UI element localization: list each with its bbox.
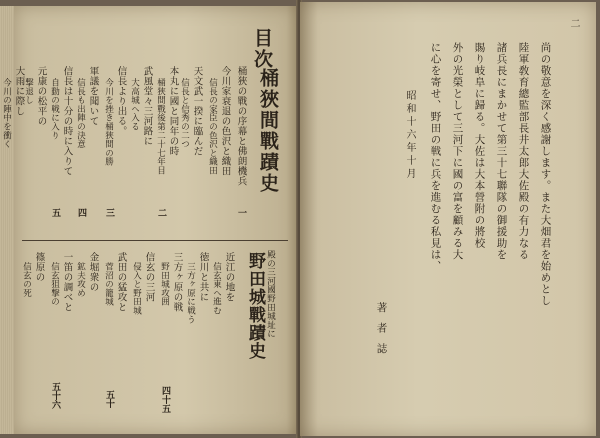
toc-page-number: 四 [76, 208, 86, 217]
toc-page-number: 五 [50, 208, 60, 217]
toc-subentry: 野田城攻囲 [159, 262, 170, 306]
toc-subentry: 信玄狙撃の [49, 262, 60, 306]
toc-subentry: 信長の家臣の色沢と織田 [207, 78, 218, 175]
toc-subentry: 信長も出陣の決意 [75, 78, 86, 149]
toc-subentry: 信玄東へ進む [211, 262, 222, 315]
toc-entry: 信玄の三河 [143, 252, 155, 302]
toc-subentry: 今川を挫き桶狹間の勝 [103, 78, 114, 166]
toc-subentry: 三方ヶ原に戦う [185, 262, 196, 324]
toc-page-number: 二 [156, 208, 166, 217]
toc-page-number: 三 [104, 208, 114, 217]
body-line: 賜り岐阜に歸る。大佐は大本營附の將校 [473, 42, 486, 249]
toc-entry: 近江の地を [223, 252, 235, 302]
body-line: 諸兵長にまかせて第三十七聯隊の御援助を [495, 42, 508, 261]
toc-subentry: 鉱夫攻め [75, 262, 86, 298]
toc-entry: 三方ヶ原の戦 [171, 252, 183, 312]
toc-entry: 篠原の [33, 252, 45, 282]
author-signature: 著者誌 [375, 302, 388, 364]
toc-entry: 信長は十分の時に入りて [61, 66, 73, 176]
toc-entry: 桶狹の戰の序幕と佛朗機兵 [235, 66, 247, 186]
toc-subentry: 大高城へ入る [129, 78, 140, 131]
toc-entry: 信長より出る。 [115, 66, 127, 136]
toc-entry: 本丸に國と同年の時 [167, 66, 179, 156]
toc-entry: 武田の猛攻と [115, 252, 127, 312]
section-intro: 殿の三河國野田城址に [265, 250, 276, 338]
toc-entry: 徳川と共に [197, 252, 209, 302]
toc-entry: 今川家衰退の色沢と織田 [219, 66, 231, 176]
toc-subentry: 信長と信秀の二つ [179, 78, 190, 149]
body-line: 尚の敬意を深く感謝します。また大畑君を始めとし [539, 42, 552, 307]
toc-page-number: 四十五 [160, 386, 170, 413]
toc-page-number: 五十六 [50, 382, 60, 409]
left-page [1, 6, 298, 434]
toc-title: 桶狹間戰蹟史 [257, 68, 279, 194]
right-page [300, 2, 596, 436]
toc-entry: 元康の松平の [35, 66, 47, 126]
toc-subentry: 今川の陣中を衝く [1, 78, 12, 149]
toc-subentry: 信玄の死 [21, 262, 32, 298]
toc-subentry: 自動の戦に入り [49, 78, 60, 140]
body-line: 陸軍敎育總監部長井太郎大佐殿の有力なる [517, 42, 530, 261]
date-line: 昭和十六年十月 [404, 90, 415, 181]
toc-subentry: 撃退し [23, 78, 34, 105]
toc-entry: 金堀衆の [87, 252, 99, 292]
section-title: 野田城戰蹟史 [245, 252, 265, 360]
section-divider [22, 240, 288, 241]
toc-page-number: 五十 [104, 390, 114, 408]
toc-page-number: 一 [236, 208, 246, 217]
toc-entry: 軍議を聞いて [87, 66, 99, 126]
toc-entry: 天文武一揆に臨んだ [191, 66, 203, 156]
page-number: 二 [568, 18, 579, 28]
toc-entry: 大雨に際し [13, 66, 25, 116]
toc-subentry: 桶狹間戰後第二十七年目 [155, 78, 166, 175]
toc-heading: 目次 [251, 28, 273, 70]
toc-entry: 一笛の調べと [61, 252, 73, 312]
toc-subentry: 菅沼の籠城 [103, 262, 114, 306]
body-line: 外の光榮として三河下に國の富を顧みる大 [451, 42, 464, 261]
page-edge [0, 6, 14, 434]
toc-subentry: 侵入と野田城 [131, 262, 142, 315]
body-line: に心を寄せ、野田の戦に兵を進むる私見は、 [429, 42, 442, 272]
toc-entry: 武風堂々三河路に [141, 66, 153, 146]
